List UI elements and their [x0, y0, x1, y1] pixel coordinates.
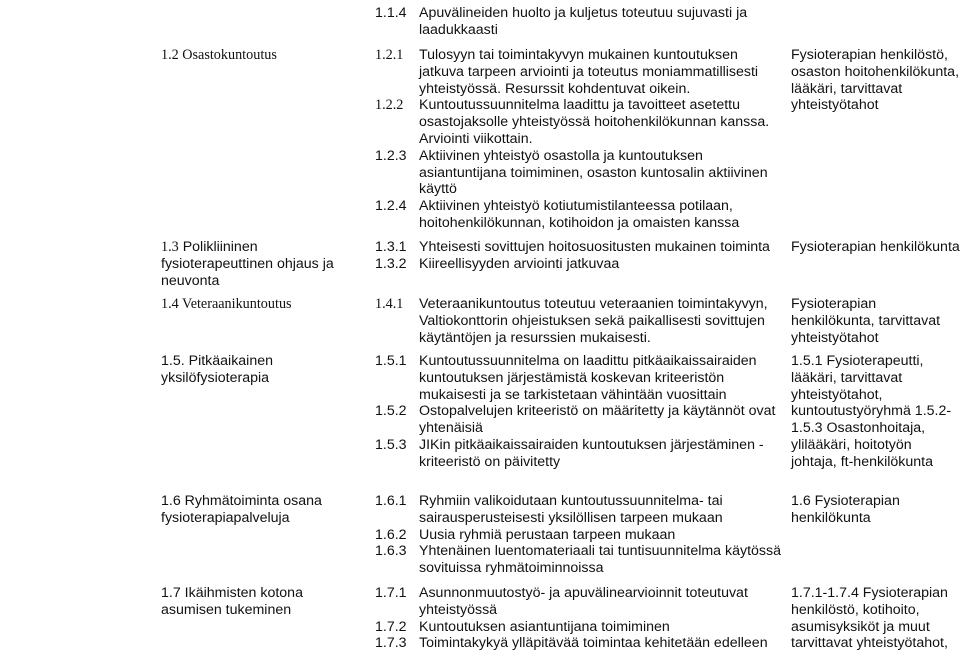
row-1-6-items — [375, 493, 785, 577]
row-1-1-items — [375, 5, 785, 39]
row-title-number: 1.3 — [161, 239, 179, 255]
item-text: Asunnonmuutostyö- ja apuvälinearvioinnit toteutuvat yhteistyössä — [419, 585, 748, 618]
list-item — [375, 353, 785, 403]
item-text: Veteraanikuntoutus toteutuu veteraanien toimintakyvyn, Valtiokonttorin ohjeistuksen sekä paikallisesti sovittujen käytäntöjen ja resurssien mukaisesti. — [419, 296, 768, 346]
list-item — [375, 403, 785, 437]
list-item — [375, 635, 785, 652]
row-title: 1.5. Pitkäaikainen yksilöfysioterapia — [161, 353, 273, 386]
list-item — [375, 5, 785, 39]
item-number: 1.2.3 — [375, 147, 407, 164]
row-responsible: Fysioterapian henkilökunta — [791, 239, 960, 255]
row-title: 1.6 Ryhmätoiminta osana fysioterapiapalveluja — [161, 493, 322, 526]
row-1-4-items — [375, 296, 785, 346]
item-number: 1.7.2 — [375, 618, 407, 635]
item-text: Apuvälineiden huolto ja kuljetus toteutuu sujuvasti ja laadukkaasti — [419, 5, 748, 38]
row-1-3-items — [375, 239, 785, 273]
item-number: 1.2.4 — [375, 198, 407, 215]
list-item — [375, 619, 785, 636]
item-text: Aktiivinen yhteistyö kotiutumistilanteessa potilaan, hoitohenkilökunnan, kotihoidon ja omaisten kanssa — [419, 198, 740, 231]
row-title: 1.4 Veteraanikuntoutus — [161, 296, 292, 312]
item-number: 1.7.1 — [375, 585, 407, 601]
item-number: 1.3.1 — [375, 239, 407, 255]
item-text: Ryhmiin valikoidutaan kuntoutussuunnitelma- tai sairausperusteisesti yksilöllisen tarpeen mukaan — [419, 493, 723, 526]
row-title-text: Polikliininen fysioterapeuttinen ohjaus ja neuvonta — [161, 239, 334, 289]
item-text: Uusia ryhmiä perustaan tarpeen mukaan — [419, 526, 676, 543]
item-number: 1.6.3 — [375, 543, 407, 560]
item-number: 1.6.1 — [375, 493, 407, 509]
item-text: Kuntoutussuunnitelma laadittu ja tavoitteet asetettu osastojaksolle yhteistyössä hoitohenkilökunnan kanssa. Arviointi viikottain. — [419, 97, 770, 147]
item-number: 1.1.4 — [375, 5, 407, 21]
row-1-7-items — [375, 585, 785, 652]
item-text: Yhteisesti sovittujen hoitosuositusten mukainen toiminta — [419, 239, 770, 255]
item-number: 1.4.1 — [375, 296, 404, 312]
item-number: 1.3.2 — [375, 255, 407, 272]
item-text: Toimintakykyä ylläpitävää toimintaa kehitetään edelleen — [419, 635, 768, 652]
row-1-2-items — [375, 47, 785, 232]
list-item — [375, 148, 785, 198]
list-item — [375, 585, 785, 619]
item-text: Kuntoutuksen asiantuntijana toimiminen — [419, 618, 670, 635]
item-text: Kuntoutussuunnitelma on laadittu pitkäaikaissairaiden kuntoutuksen järjestämistä koskevan kriteeristön mukaisesti ja se tarkistetaan vähintään vuosittain — [419, 353, 757, 403]
list-item — [375, 47, 785, 97]
list-item — [375, 256, 785, 273]
item-text: Ostopalvelujen kriteeristö on määritetty ja käytännöt ovat yhtenäisiä — [419, 403, 776, 437]
row-responsible: 1.5.1 Fysioterapeutti, lääkäri, tarvittavat yhteistyötahot, kuntoutustyöryhmä 1.5.2-1.5.3 Osastonhoitaja, ylilääkäri, hoitotyön johtaja, ft-henkilökunta — [791, 353, 952, 470]
row-responsible: 1.6 Fysioterapian henkilökunta — [791, 493, 900, 526]
list-item — [375, 543, 785, 577]
item-number: 1.2.2 — [375, 97, 404, 114]
item-number: 1.6.2 — [375, 526, 407, 543]
item-text: Kiireellisyyden arviointi jatkuvaa — [419, 255, 620, 272]
list-item — [375, 239, 785, 256]
row-responsible: 1.7.1-1.7.4 Fysioterapian henkilöstö, kotihoito, asumisyksiköt ja muut tarvittavat yhteistyötahot, — [791, 585, 948, 652]
item-text: Tulosyyn tai toimintakyvyn mukainen kuntoutuksen jatkuva tarpeen arviointi ja toteutus moniammatillisesti yhteistyössä. Resurssit kohdentuvat oikein. — [419, 47, 759, 97]
item-number: 1.7.3 — [375, 635, 407, 652]
list-item — [375, 493, 785, 527]
row-1-5-items — [375, 353, 785, 471]
list-item — [375, 198, 785, 232]
list-item — [375, 437, 785, 471]
item-text: Yhtenäinen luentomateriaali tai tuntisuunnitelma käytössä sovituissa ryhmätoiminnoissa — [419, 543, 782, 577]
item-number: 1.2.1 — [375, 47, 404, 63]
list-item — [375, 296, 785, 346]
list-item — [375, 527, 785, 544]
list-item — [375, 97, 785, 147]
row-responsible: Fysioterapian henkilöstö, osaston hoitohenkilökunta, lääkäri, tarvittavat yhteistyötahot — [791, 47, 960, 114]
item-text: JIKin pitkäaikaissairaiden kuntoutuksen järjestäminen -kriteeristö on päivitetty — [419, 436, 764, 470]
row-title: 1.2 Osastokuntoutus — [161, 47, 277, 63]
item-text: Aktiivinen yhteistyö osastolla ja kuntoutuksen asiantuntijana toimiminen, osaston kuntosalin aktiivinen käyttö — [419, 147, 768, 198]
item-number: 1.5.3 — [375, 436, 407, 453]
row-title — [161, 239, 366, 289]
row-title: 1.7 Ikäihmisten kotona asumisen tukeminen — [161, 585, 303, 618]
item-number: 1.5.2 — [375, 403, 407, 420]
item-number: 1.5.1 — [375, 353, 407, 369]
row-responsible: Fysioterapian henkilökunta, tarvittavat yhteistyötahot — [791, 296, 941, 346]
